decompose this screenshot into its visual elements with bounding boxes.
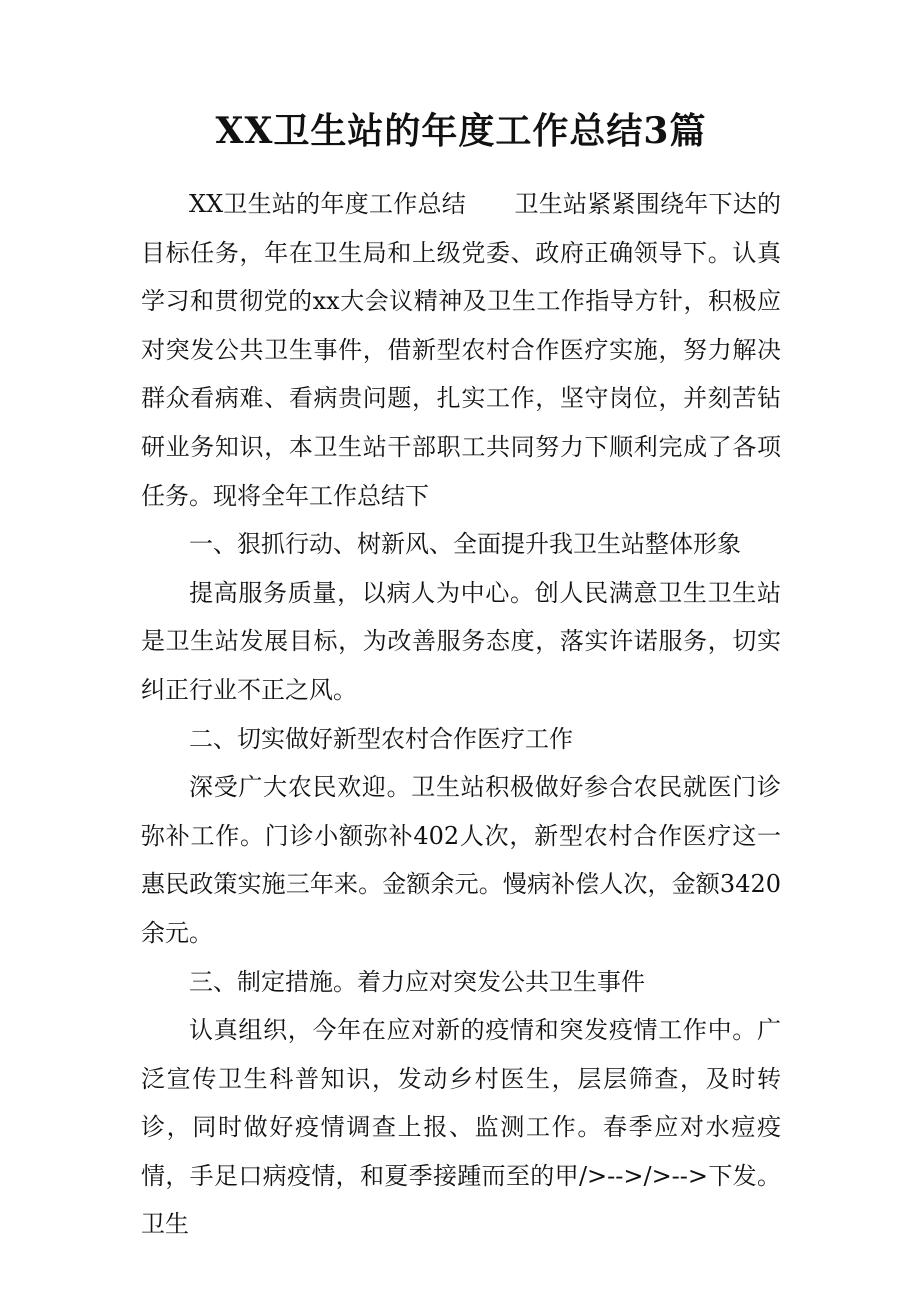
section-heading-1: 一、狠抓行动、树新风、全面提升我卫生站整体形象 [189,530,741,559]
paragraph-section-3: 认真组织，今年在应对新的疫情和突发疫情工作中。广泛宣传卫生科普知识，发动乡村医生，层层筛查，及时转诊，同时做好疫情调查上报、监测工作。春季应对水痘疫情，手足口病疫情，和夏季接踵而至的甲/>-->/>-->下发。卫生 [141,1016,781,1239]
section-heading-2: 二、切实做好新型农村合作医疗工作 [189,724,573,753]
document-title: XX卫生站的年度工作总结3篇 [215,110,707,152]
paragraph-section-2: 深受广大农民欢迎。卫生站积极做好参合农民就医门诊弥补工作。门诊小额弥补402人次，新型农村合作医疗这一惠民政策实施三年来。金额余元。慢病补偿人次，金额3420余元。 [141,773,781,947]
paragraph-section-1: 提高服务质量，以病人为中心。创人民满意卫生卫生站是卫生站发展目标，为改善服务态度，落实许诺服务，切实纠正行业不正之风。 [141,578,781,704]
paragraph-intro: XX卫生站的年度工作总结 卫生站紧紧围绕年下达的目标任务，年在卫生局和上级党委、政府正确领导下。认真学习和贯彻党的xx大会议精神及卫生工作指导方针，积极应对突发公共卫生事件，借新型农村合作医疗实施，努力解决群众看病难、看病贵问题，扎实工作，坚守岗位，并刻苦钻研业务知识，本卫生站干部职工共同努力下顺利完成了各项任务。现将全年工作总结下 [141,190,781,510]
section-heading-3: 三、制定措施。着力应对突发公共卫生事件 [189,967,645,996]
